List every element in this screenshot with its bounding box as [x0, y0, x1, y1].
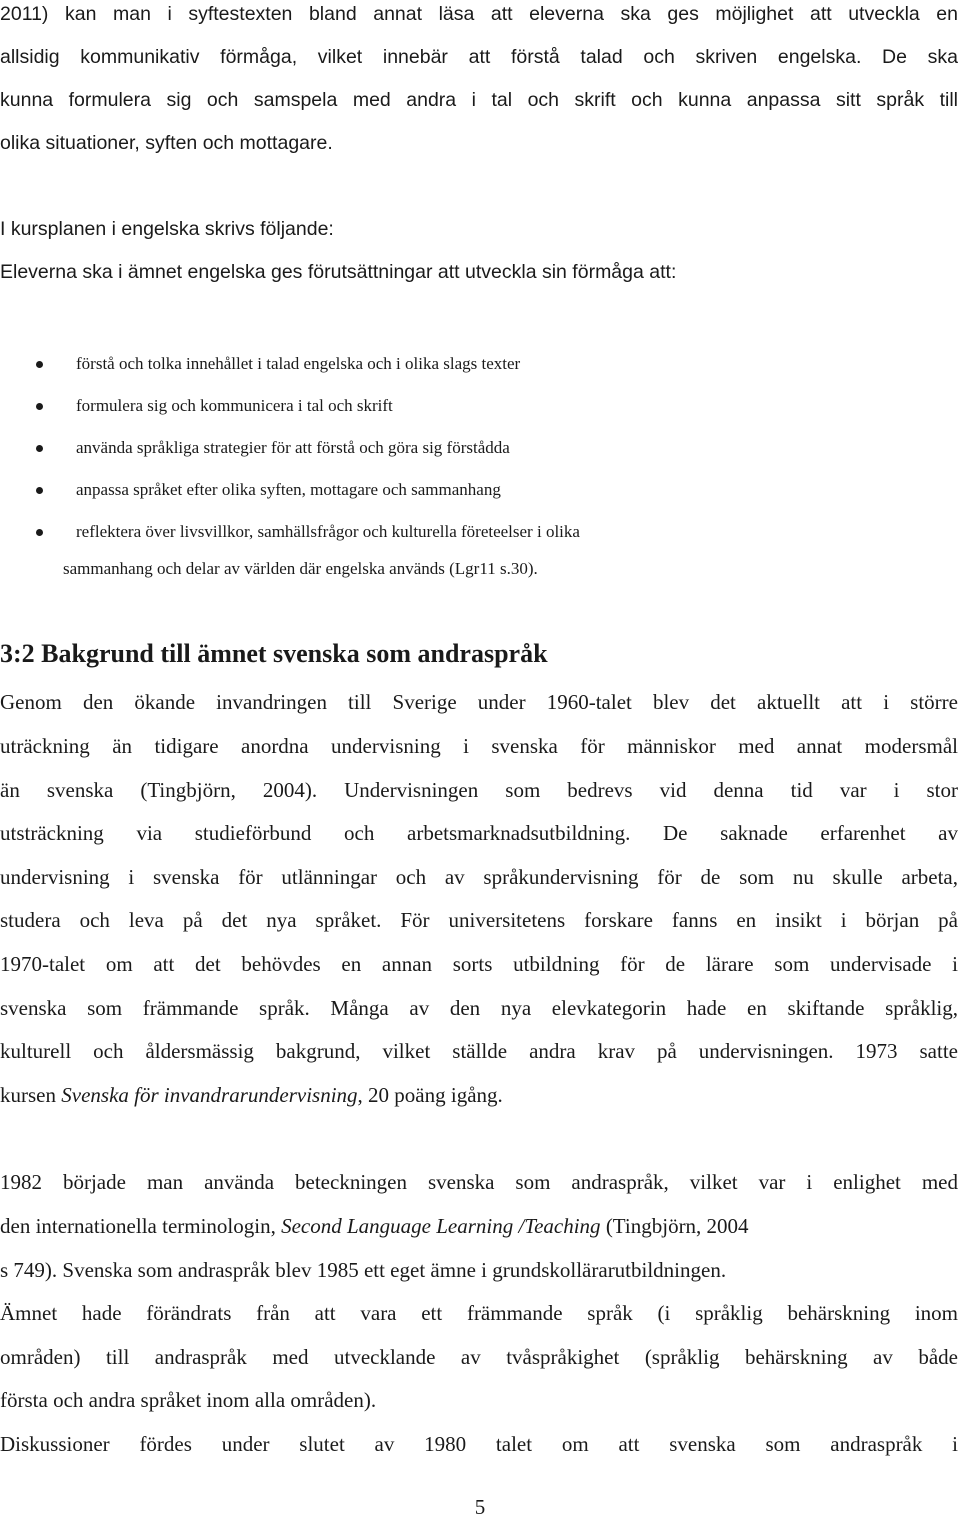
- bullet-icon: [36, 445, 43, 452]
- para1-line-6: studera och leva på det nya språket. För universitetens forskare fanns en insikt i början på: [0, 908, 958, 932]
- intro-line-4: olika situationer, syften och mottagare.: [0, 132, 333, 154]
- intro-line-1: 2011) kan man i syftestexten bland annat läsa att eleverna ska ges möjlighet att utveckla en: [0, 3, 958, 25]
- intro-line-2: allsidig kommunikativ förmåga, vilket innebär att förstå talad och skriven engelska. De ska: [0, 46, 958, 68]
- para2-line-4: Ämnet hade förändrats från att vara ett främmande språk (i språklig behärskning inom: [0, 1301, 958, 1325]
- bullet-icon: [36, 361, 43, 368]
- para1-line-10-post: , 20 poäng igång.: [357, 1083, 503, 1107]
- bullet-icon: [36, 529, 43, 536]
- para1-line-1: Genom den ökande invandringen till Sverige under 1960-talet blev det aktuellt att i större: [0, 690, 958, 714]
- list-item-continuation: sammanhang och delar av världen där engelska används (Lgr11 s.30).: [63, 559, 538, 578]
- para2-line-2-post: (Tingbjörn, 2004: [600, 1214, 749, 1238]
- list-item-text: använda språkliga strategier för att förstå och göra sig förstådda: [76, 438, 510, 457]
- para1-line-10: [0, 1081, 958, 1109]
- para1-line-5: undervisning i svenska för utlänningar och av språkundervisning för de som nu skulle arbeta,: [0, 865, 958, 889]
- intro-line-3: kunna formulera sig och samspela med andra i tal och skrift och kunna anpassa sitt språk till: [0, 89, 958, 111]
- para1-line-2: uträckning än tidigare anordna undervisning i svenska för människor med annat modersmål: [0, 734, 958, 758]
- para2-line-7: Diskussioner fördes under slutet av 1980 talet om att svenska som andraspråk i: [0, 1432, 958, 1456]
- para2-line-3: s 749). Svenska som andraspråk blev 1985 ett eget ämne i grundskollärarutbildningen.: [0, 1258, 727, 1282]
- page-number: 5: [474, 1495, 486, 1519]
- list-item-text: anpassa språket efter olika syften, mottagare och sammanhang: [76, 480, 501, 499]
- kursplan-intro: I kursplanen i engelska skrivs följande:: [0, 218, 334, 240]
- para1-line-3: än svenska (Tingbjörn, 2004). Undervisningen som bedrevs vid denna tid var i stor: [0, 778, 958, 802]
- kursplan-lead: Eleverna ska i ämnet engelska ges förutsättningar att utveckla sin förmåga att:: [0, 261, 677, 283]
- para1-line-10-pre: kursen: [0, 1083, 62, 1107]
- bullet-icon: [36, 403, 43, 410]
- para2-line-6: första och andra språket inom alla områden).: [0, 1388, 377, 1412]
- para1-line-7: 1970-talet om att det behövdes en annan sorts utbildning för de lärare som undervisade i: [0, 952, 958, 976]
- para2-line-1: 1982 började man använda beteckningen svenska som andraspråk, vilket var i enlighet med: [0, 1170, 958, 1194]
- para1-line-9: kulturell och åldersmässig bakgrund, vilket ställde andra krav på undervisningen. 1973 satte: [0, 1039, 958, 1063]
- list-item-text: formulera sig och kommunicera i tal och skrift: [76, 396, 393, 415]
- para1-line-4: utsträckning via studieförbund och arbetsmarknadsutbildning. De saknade erfarenhet av: [0, 821, 958, 845]
- para1-line-8: svenska som främmande språk. Många av den nya elevkategorin hade en skiftande språklig,: [0, 996, 958, 1020]
- bullet-icon: [36, 487, 43, 494]
- course-title-italic: Svenska för invandrarundervisning: [61, 1083, 358, 1107]
- section-heading: 3:2 Bakgrund till ämnet svenska som andraspråk: [0, 639, 548, 668]
- para2-line-5: områden) till andraspråk med utvecklande av tvåspråkighet (språklig behärskning av både: [0, 1345, 958, 1369]
- list-item-text: reflektera över livsvillkor, samhällsfrågor och kulturella företeelser i olika: [76, 522, 580, 541]
- list-item-text: förstå och tolka innehållet i talad engelska och i olika slags texter: [76, 354, 521, 373]
- term-italic: Second Language Learning /Teaching: [281, 1214, 601, 1238]
- para2-line-2-pre: den internationella terminologin,: [0, 1214, 282, 1238]
- para2-line-2: [0, 1212, 958, 1240]
